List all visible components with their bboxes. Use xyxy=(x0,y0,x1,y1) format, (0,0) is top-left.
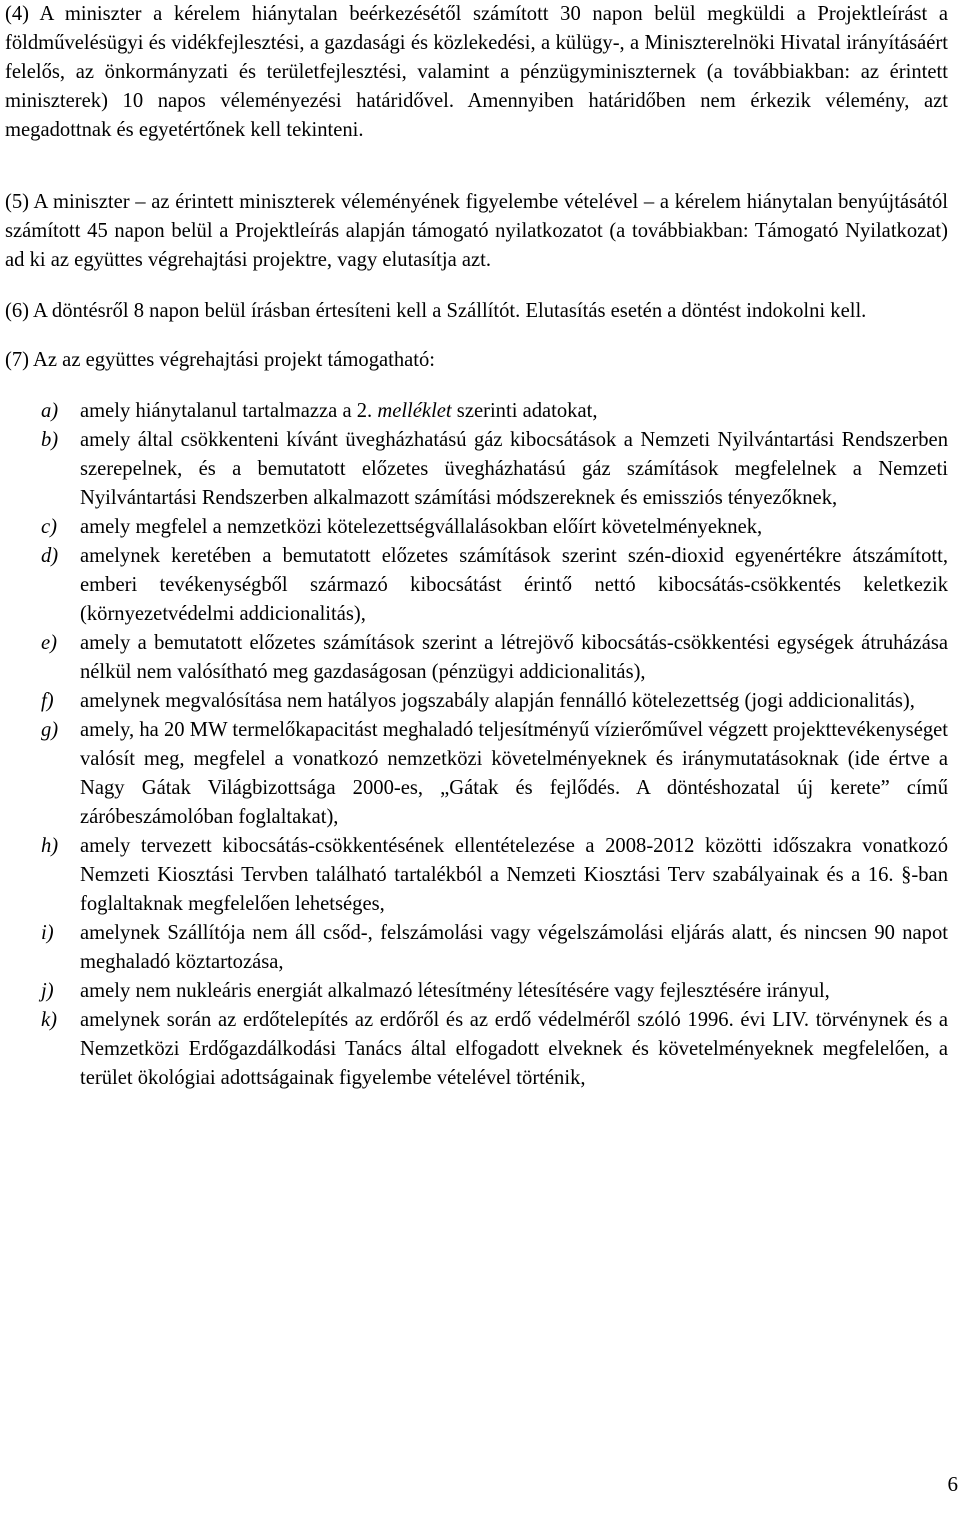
list-item-text: szerinti adatokat, xyxy=(451,400,598,422)
list-marker: g) xyxy=(41,719,59,741)
list-item-text: amely tervezett kibocsátás-csökkentésének ellentételezése a 2008-2012 közötti időszakra vonatkozó Nemzeti Kiosztási Tervben található tartalékból a Nemzeti Kiosztási Terv szabályainak és a 16. §-ban foglaltaknak megfelelően lehetséges, xyxy=(80,835,948,915)
list-item-k xyxy=(5,1006,948,1093)
list-marker: f) xyxy=(41,690,54,712)
list-item-c xyxy=(5,513,948,542)
list-item-text: amelynek során az erdőtelepítés az erdőről és az erdő védelméről szóló 1996. évi LIV. törvénynek és a Nemzetközi Erdőgazdálkodási Tanács által elfogadott elveknek és követelményeknek megfelelően, a terület ökológiai adottságainak figyelembe vételével történik, xyxy=(80,1009,948,1089)
page-number: 6 xyxy=(947,1472,958,1496)
list-marker: b) xyxy=(41,429,59,451)
paragraph-4: (4) A miniszter a kérelem hiánytalan beérkezésétől számított 30 napon belül megküldi a Projektleírást a földművelésügyi és vidékfejlesztési, a gazdasági és közlekedési, a külügy-, a Miniszterelnöki Hivatal irányításáért felelős, az önkormányzati és területfejlesztési, valamint a pénzügyminiszternek (a továbbiakban: az érintett miniszterek) 10 napos véleményezési határidővel. Amennyiben határidőben nem érkezik vélemény, azt megadottnak és egyetértőnek kell tekinteni. xyxy=(5,3,948,141)
list-marker: j) xyxy=(41,980,54,1002)
list-item-text: amely nem nukleáris energiát alkalmazó létesítmény létesítésére vagy fejlesztésére irányul, xyxy=(80,980,830,1002)
list-item-e xyxy=(5,629,948,687)
list-item-b xyxy=(5,426,948,513)
list-item-text: amely által csökkenteni kívánt üvegházhatású gáz kibocsátások a Nemzeti Nyilvántartási Rendszerben szerepelnek, és a bemutatott előzetes üvegházhatású gáz számítások megfelelnek a Nemzeti Nyilvántartási Rendszerben alkalmazott számítási módszereknek és emissziós tényezőknek, xyxy=(80,429,948,509)
list-item-text: amely a bemutatott előzetes számítások szerint a létrejövő kibocsátás-csökkentési egységek átruházása nélkül nem valósítható meg gazdaságosan (pénzügyi addicionalitás), xyxy=(80,632,948,683)
list-item-f xyxy=(5,687,948,716)
list-item-text: amelynek megvalósítása nem hatályos jogszabály alapján fennálló kötelezettség (jogi addicionalitás), xyxy=(80,690,915,712)
list-item-text: amely, ha 20 MW termelőkapacitást meghaladó teljesítményű vízierőművel végzett projekttevékenységet valósít meg, megfelel a vonatkozó nemzetközi követelményeknek és iránymutatásoknak (ide értve a Nagy Gátak Világbizottsága 2000-es, „Gátak és fejlődés. A döntéshozatal új kerete” című záróbeszámolóban foglaltakat), xyxy=(80,719,948,828)
list-marker: e) xyxy=(41,632,57,654)
list-marker: d) xyxy=(41,545,59,567)
list-item-text: amelynek Szállítója nem áll csőd-, felszámolási vagy végelszámolási eljárás alatt, és nincsen 90 napot meghaladó köztartozása, xyxy=(80,922,948,973)
list-marker: i) xyxy=(41,922,54,944)
list-item-a xyxy=(5,397,948,426)
list-item-italic-text: melléklet xyxy=(377,400,452,422)
list-item-d xyxy=(5,542,948,629)
paragraph-5: (5) A miniszter – az érintett miniszterek véleményének figyelembe vételével – a kérelem hiánytalan benyújtásától számított 45 napon belül a Projektleírás alapján támogató nyilatkozatot (a továbbiakban: Támogató Nyilatkozat) ad ki az együttes végrehajtási projektre, vagy elutasítja azt. xyxy=(5,191,948,271)
list-item-h xyxy=(5,832,948,919)
list-item-g xyxy=(5,716,948,832)
page-content xyxy=(5,0,948,1093)
list-marker: c) xyxy=(41,516,57,538)
list-item-text: amelynek keretében a bemutatott előzetes számítások szerint szén-dioxid egyenértékre átszámított, emberi tevékenységből származó kibocsátást érintő nettó kibocsátás-csökkentés keletkezik (környezetvédelmi addicionalitás), xyxy=(80,545,948,625)
list-item-i xyxy=(5,919,948,977)
list-marker: k) xyxy=(41,1009,57,1031)
list-marker: a) xyxy=(41,400,59,422)
paragraph-6: (6) A döntésről 8 napon belül írásban értesíteni kell a Szállítót. Elutasítás esetén a döntést indokolni kell. xyxy=(5,300,867,322)
paragraph-7: (7) Az az együttes végrehajtási projekt támogatható: xyxy=(5,349,436,371)
list-item-j xyxy=(5,977,948,1006)
list-item-text: amely hiánytalanul tartalmazza a 2. xyxy=(80,400,378,422)
list-marker: h) xyxy=(41,835,59,857)
list-item-text: amely megfelel a nemzetközi kötelezettségvállalásokban előírt követelményeknek, xyxy=(80,516,763,538)
criteria-list xyxy=(5,397,948,1093)
